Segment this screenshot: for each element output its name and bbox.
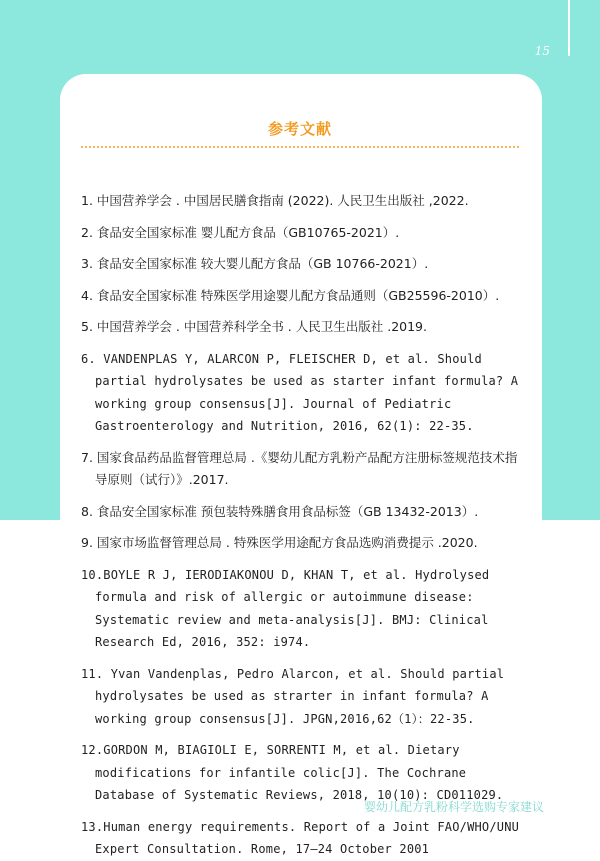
section-title: 参考文献 [267, 120, 332, 138]
reference-item-12: 12.GORDON M, BIAGIOLI E, SORRENTI M, et al. Dietary modifications for infantile colic[J]. The Cochrane Database of Systematic Reviews, 2018, 10(10): CD011029. [81, 743, 504, 802]
reference-list [81, 190, 523, 861]
reference-item-5: 5. 中国营养学会 . 中国营养科学全书 . 人民卫生出版社 .2019. [81, 319, 427, 334]
reference-item-10: 10.BOYLE R J, IERODIAKONOU D, KHAN T, et al. Hydrolysed formula and risk of allergic or autoimmune disease: Systematic review and meta-analysis[J]. BMJ: Clinical Research Ed, 2016, 352: i974. [81, 567, 490, 649]
reference-item-13: 13.Human energy requirements. Report of a Joint FAO/WHO/UNU Expert Consultation. Rome, 17–24 October 2001 [81, 819, 520, 856]
title-dotted-rule [81, 146, 519, 148]
footer-caption: 婴幼儿配方乳粉科学选购专家建议 [363, 800, 544, 814]
reference-item-6: 6. VANDENPLAS Y, ALARCON P, FLEISCHER D, et al. Should partial hydrolysates be used as starter infant formula? A working group consensus[J]. Journal of Pediatric Gastroenterology and Nutrition, 2016, 62(1): 22-35. [81, 351, 519, 433]
reference-item-2: 2. 食品安全国家标准 婴儿配方食品（GB10765-2021）. [81, 224, 400, 240]
reference-item-9: 9. 国家市场监督管理总局 . 特殊医学用途配方食品选购消费提示 .2020. [81, 535, 478, 550]
reference-item-3: 3. 食品安全国家标准 较大婴儿配方食品（GB 10766-2021）. [81, 256, 429, 271]
reference-item-7: 7. 国家食品药品监督管理总局 .《婴幼儿配方乳粉产品配方注册标签规范技术指导原则（试行）》.2017. [81, 449, 518, 487]
reference-item-1: 1. 中国营养学会 . 中国居民膳食指南 (2022). 人民卫生出版社 ,2022. [81, 193, 469, 208]
page-number: 15 [534, 44, 550, 58]
reference-item-8: 8. 食品安全国家标准 预包装特殊膳食用食品标签（GB 13432-2013）. [81, 503, 479, 519]
reference-item-11: 11. Yvan Vandenplas, Pedro Alarcon, et al. Should partial hydrolysates be used as strarter in infant formula? A working group consensus[J]. JPGN,2016,62（1）：22-35. [81, 666, 505, 726]
page-number-rule [568, 0, 570, 56]
reference-item-4: 4. 食品安全国家标准 特殊医学用途婴儿配方食品通则（GB25596-2010）. [81, 287, 500, 303]
